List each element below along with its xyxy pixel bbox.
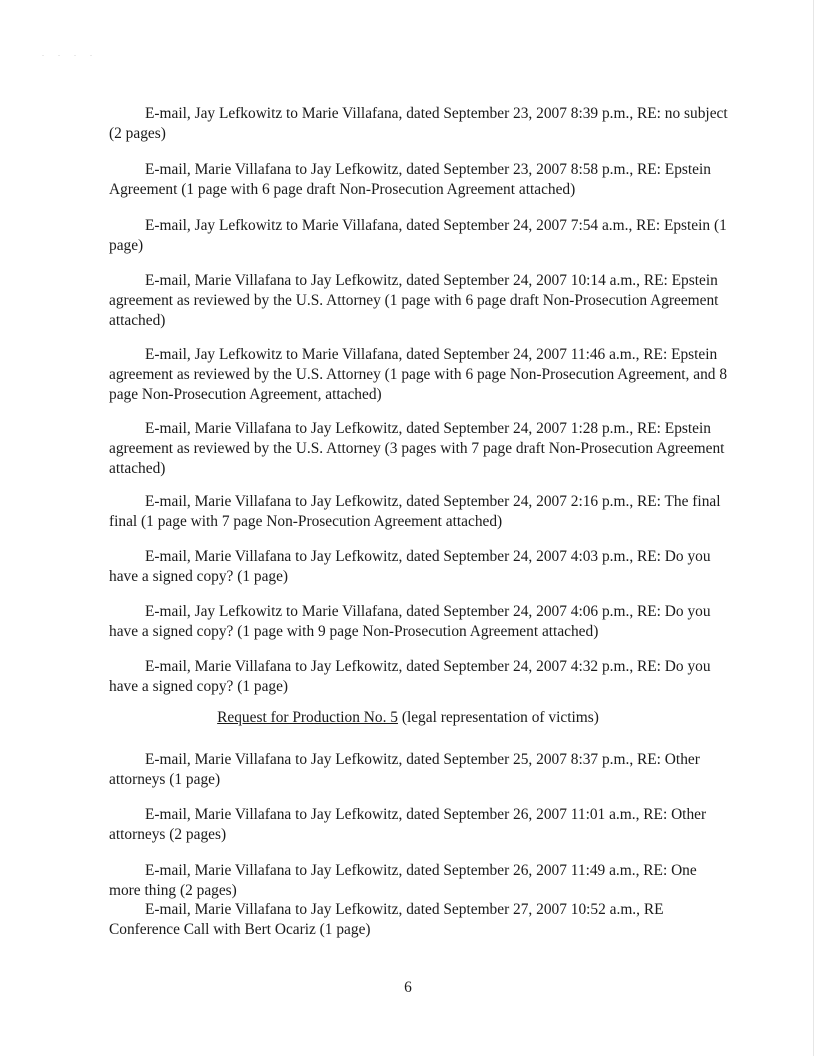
email-entry: E-mail, Marie Villafana to Jay Lefkowitz, dated September 24, 2007 1:28 p.m., RE: Epstein agreement as reviewed by the U.S. Attorney (3 pages with 7 page draft Non-Prosecution Agreement attached)	[109, 420, 725, 477]
email-entry: E-mail, Marie Villafana to Jay Lefkowitz, dated September 24, 2007 4:32 p.m., RE: Do you have a signed copy? (1 page)	[109, 658, 711, 695]
scan-edge	[813, 0, 814, 1056]
scan-mark: . . . .	[42, 49, 98, 58]
email-entry: E-mail, Marie Villafana to Jay Lefkowitz, dated September 26, 2007 11:01 a.m., RE: Other attorneys (2 pages)	[109, 806, 707, 843]
section-heading-subtitle: (legal representation of victims)	[397, 709, 599, 726]
email-entry: E-mail, Jay Lefkowitz to Marie Villafana, dated September 23, 2007 8:39 p.m., RE: no subject (2 pages)	[109, 105, 728, 142]
page-number: 6	[404, 979, 412, 996]
email-entry: E-mail, Jay Lefkowitz to Marie Villafana, dated September 24, 2007 11:46 a.m., RE: Epstein agreement as reviewed by the U.S. Attorney (1 page with 6 page Non-Prosecution Agreement, and 8 page Non-Prosecution Agreement, attached)	[109, 346, 728, 403]
section-heading-title: Request for Production No. 5	[217, 709, 398, 726]
email-entry: E-mail, Jay Lefkowitz to Marie Villafana, dated September 24, 2007 7:54 a.m., RE: Epstein (1 page)	[109, 217, 727, 254]
email-entry: E-mail, Marie Villafana to Jay Lefkowitz, dated September 27, 2007 10:52 a.m., RE Conference Call with Bert Ocariz (1 page)	[109, 901, 664, 938]
email-entry: E-mail, Jay Lefkowitz to Marie Villafana, dated September 24, 2007 4:06 p.m., RE: Do you have a signed copy? (1 page with 9 page Non-Prosecution Agreement attached)	[109, 603, 711, 640]
email-entry: E-mail, Marie Villafana to Jay Lefkowitz, dated September 24, 2007 10:14 a.m., RE: Epstein agreement as reviewed by the U.S. Attorney (1 page with 6 page draft Non-Prosecution Agreement attached)	[109, 272, 719, 329]
email-entry: E-mail, Marie Villafana to Jay Lefkowitz, dated September 24, 2007 4:03 p.m., RE: Do you have a signed copy? (1 page)	[109, 548, 711, 585]
email-entry: E-mail, Marie Villafana to Jay Lefkowitz, dated September 25, 2007 8:37 p.m., RE: Other attorneys (1 page)	[109, 751, 700, 788]
email-entry: E-mail, Marie Villafana to Jay Lefkowitz, dated September 23, 2007 8:58 p.m., RE: Epstein Agreement (1 page with 6 page draft Non-Prosecution Agreement attached)	[109, 161, 711, 198]
section-heading	[0, 708, 816, 728]
email-entry: E-mail, Marie Villafana to Jay Lefkowitz, dated September 26, 2007 11:49 a.m., RE: One more thing (2 pages)	[109, 862, 697, 899]
email-entry: E-mail, Marie Villafana to Jay Lefkowitz, dated September 24, 2007 2:16 p.m., RE: The final final (1 page with 7 page Non-Prosecution Agreement attached)	[109, 493, 721, 530]
